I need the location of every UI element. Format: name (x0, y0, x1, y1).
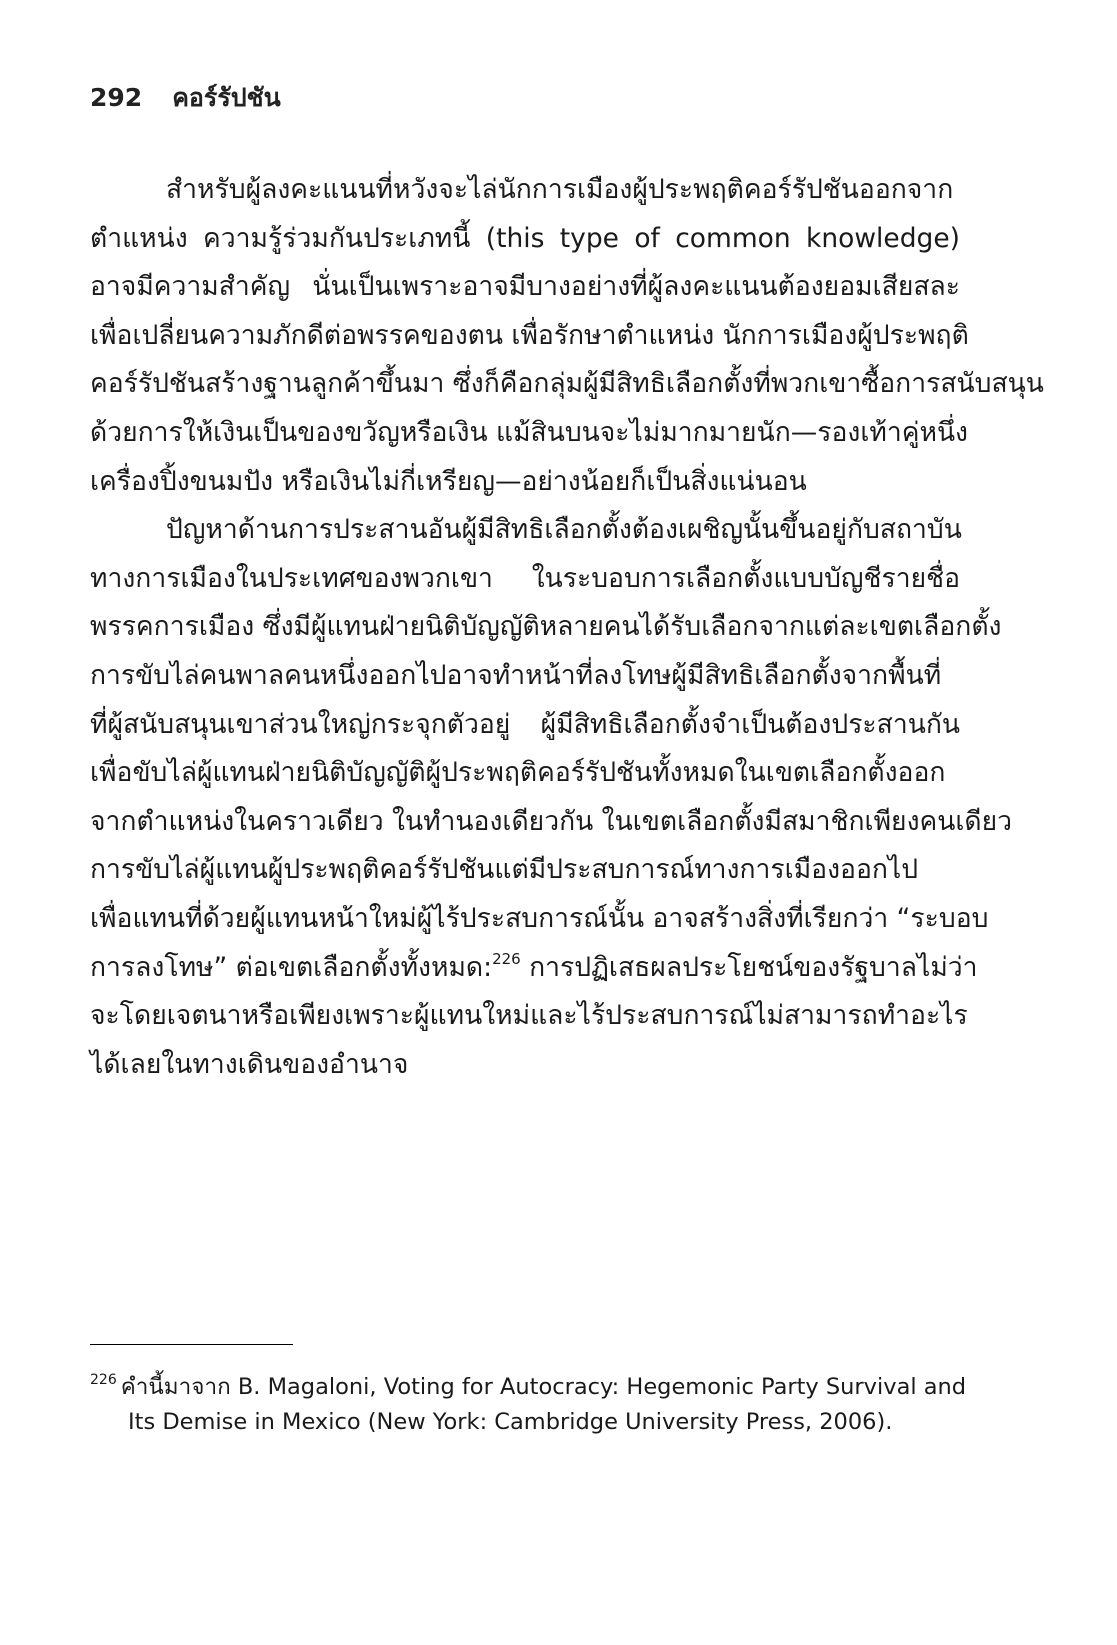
text-line: คอร์รัปชันสร้างฐานลูกค้าขึ้นมา ซึ่งก็คือกลุ่มผู้มีสิทธิเลือกตั้งที่พวกเขาซื้อการสนับสนุน (90, 368, 1044, 400)
text-line: ปัญหาด้านการประสานอันผู้มีสิทธิเลือกตั้งต้องเผชิญนั้นขึ้นอยู่กับสถาบัน (166, 514, 962, 546)
text-line: เพื่อขับไล่ผู้แทนฝ่ายนิติบัญญัติผู้ประพฤติคอร์รัปชันทั้งหมดในเขตเลือกตั้งออก (90, 757, 946, 789)
footnote (90, 1370, 967, 1440)
text-line: การขับไล่ผู้แทนผู้ประพฤติคอร์รัปชันแต่มีประสบการณ์ทางการเมืองออกไป (90, 854, 919, 886)
text-line: เพื่อเปลี่ยนความภักดีต่อพรรคของตน เพื่อรักษาตำแหน่ง นักการเมืองผู้ประพฤติ (90, 319, 969, 351)
text-line: ได้เลยในทางเดินของอำนาจ (90, 1048, 409, 1080)
footnote-mark: 226 (90, 1372, 117, 1388)
text-line: สำหรับผู้ลงคะแนนที่หวังจะไล่นักการเมืองผู้ประพฤติคอร์รัปชันออกจาก (166, 174, 954, 205)
paragraph (90, 166, 1044, 506)
text-line: ทางการเมืองในประเทศของพวกเขา ในระบอบการเลือกตั้งแบบบัญชีรายชื่อ (90, 562, 960, 594)
text-segment: การปฏิเสธผลประโยชน์ของรัฐบาลไม่ว่า (520, 951, 978, 983)
running-header (90, 78, 281, 118)
text-line: จะโดยเจตนาหรือเพียงเพราะผู้แทนใหม่และไร้ประสบการณ์ไม่สามารถทำอะไร (90, 1000, 968, 1032)
footnote-separator (90, 1344, 293, 1345)
text-line: การขับไล่คนพาลคนหนึ่งออกไปอาจทำหน้าที่ลงโทษผู้มีสิทธิเลือกตั้งจากพื้นที่ (90, 659, 942, 691)
footnote-reference[interactable]: 226 (492, 949, 521, 968)
text-segment: การลงโทษ” ต่อเขตเลือกตั้งทั้งหมด: (90, 951, 493, 983)
text-line: พรรคการเมือง ซึ่งมีผู้แทนฝ่ายนิติบัญญัติหลายคนได้รับเลือกจากแต่ละเขตเลือกตั้ง (90, 611, 1002, 643)
text-line: ตำแหน่ง ความรู้ร่วมกันประเภทนี้ (this type of common knowledge) (90, 222, 960, 254)
text-line: ด้วยการให้เงินเป็นของขวัญหรือเงิน แม้สินบนจะไม่มากมายนัก—รองเท้าคู่หนึ่ง (90, 416, 968, 448)
footnote-text: คำนี้มาจาก B. Magaloni, Voting for Autocracy: Hegemonic Party Survival and (120, 1374, 967, 1400)
running-title: คอร์รัปชัน (172, 83, 281, 112)
text-line: อาจมีความสำคัญ นั่นเป็นเพราะอาจมีบางอย่างที่ผู้ลงคะแนนต้องยอมเสียสละ (90, 271, 960, 303)
footnote-line: Its Demise in Mexico (New York: Cambridge University Press, 2006). (128, 1409, 893, 1435)
page-number: 292 (90, 83, 143, 112)
body-text (90, 166, 1044, 1089)
text-line: จากตำแหน่งในคราวเดียว ในทำนองเดียวกัน ในเขตเลือกตั้งมีสมาชิกเพียงคนเดียว (90, 805, 1013, 837)
text-line: เครื่องปิ้งขนมปัง หรือเงินไม่กี่เหรียญ—อย่างน้อยก็เป็นสิ่งแน่นอน (90, 465, 807, 497)
text-line: ที่ผู้สนับสนุนเขาส่วนใหญ่กระจุกตัวอยู่ ผู้มีสิทธิเลือกตั้งจำเป็นต้องประสานกัน (90, 708, 960, 740)
text-line-with-note (90, 944, 978, 993)
paragraph (90, 506, 1013, 1089)
footnote-line (90, 1370, 967, 1405)
text-line: เพื่อแทนที่ด้วยผู้แทนหน้าใหม่ผู้ไร้ประสบการณ์นั้น อาจสร้างสิ่งที่เรียกว่า “ระบอบ (90, 902, 989, 934)
